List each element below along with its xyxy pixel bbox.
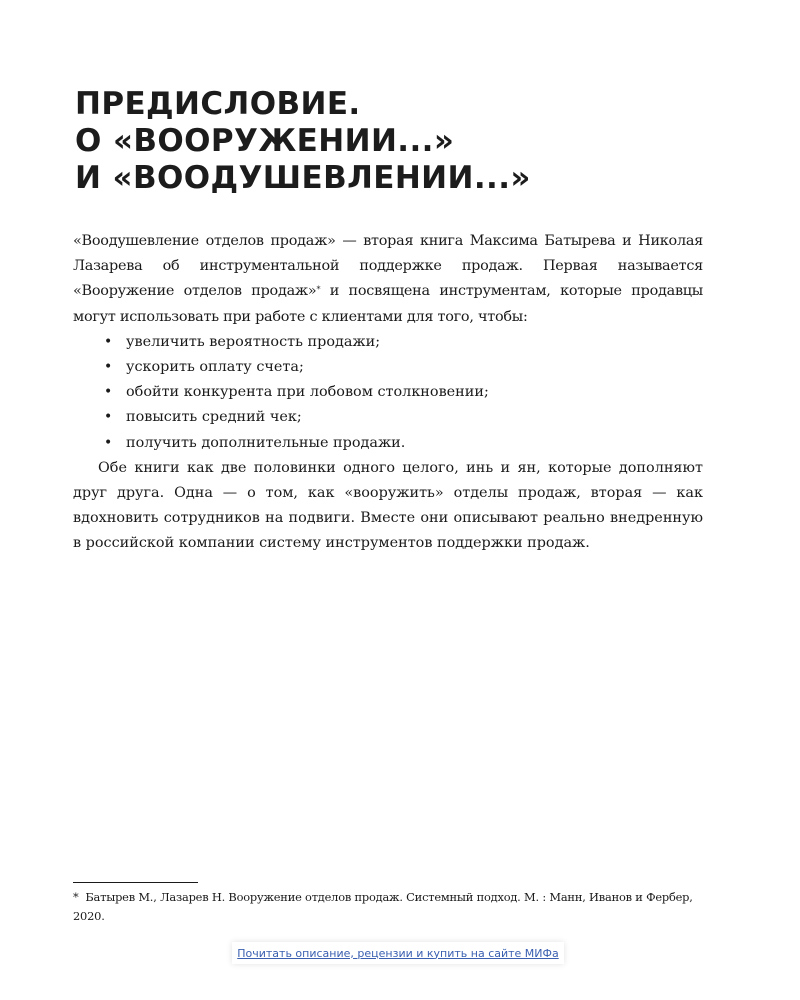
chapter-heading <box>75 86 735 197</box>
bullet-icon: • <box>104 434 113 451</box>
intro-text-end: и посвящена инструментам, которые продавцы могут использовать при работе с клиентами для того, чтобы: <box>73 283 704 325</box>
bullet-list <box>73 330 703 456</box>
footnote-divider <box>73 882 198 883</box>
footnote-reference: * <box>316 285 321 295</box>
footnote <box>73 888 706 926</box>
mif-link-banner <box>232 942 564 964</box>
heading-line-3: И «ВООДУШЕВЛЕНИИ...» <box>75 160 531 196</box>
heading-line-1: ПРЕДИСЛОВИЕ. <box>75 86 361 122</box>
bullet-icon: • <box>104 384 113 401</box>
closing-paragraph: Обе книги как две половинки одного целого, инь и ян, которые дополняют друг друга. Одна — о том, как «вооружить» отделы продаж, вторая — как вдохновить сотрудников на подвиги. Вместе они описывают реально внедренную в российской компании систему инструментов поддержки продаж. <box>73 459 703 552</box>
list-item <box>104 355 703 380</box>
footnote-mark: * <box>73 890 79 904</box>
list-item <box>104 330 703 355</box>
bullet-icon: • <box>104 359 113 376</box>
intro-paragraph <box>73 229 703 330</box>
list-item-text: увеличить вероятность продажи; <box>126 333 381 350</box>
list-item-text: обойти конкурента при лобовом столкновении; <box>126 384 489 401</box>
bullet-icon: • <box>104 333 113 350</box>
bullet-icon: • <box>104 409 113 426</box>
chapter-body <box>73 229 703 557</box>
heading-line-2: О «ВООРУЖЕНИИ...» <box>75 123 455 159</box>
list-item-text: повысить средний чек; <box>126 409 302 426</box>
footnote-text: Батырев М., Лазарев Н. Вооружение отделов продаж. Системный подход. М. : Манн, Иванов и Фербер, 2020. <box>73 890 693 923</box>
intro-text-start: «Воодушевление отделов продаж» — вторая книга Максима Батырева и Николая Лазарева об инструментальной поддержке продаж. Первая называется «Вооружение отделов продаж» <box>73 233 703 300</box>
list-item <box>104 380 703 405</box>
mif-store-link[interactable]: Почитать описание, рецензии и купить на сайте МИФа <box>237 946 559 960</box>
list-item-text: получить дополнительные продажи. <box>126 434 406 451</box>
list-item-text: ускорить оплату счета; <box>126 359 304 376</box>
list-item <box>104 405 703 430</box>
list-item <box>104 431 703 456</box>
